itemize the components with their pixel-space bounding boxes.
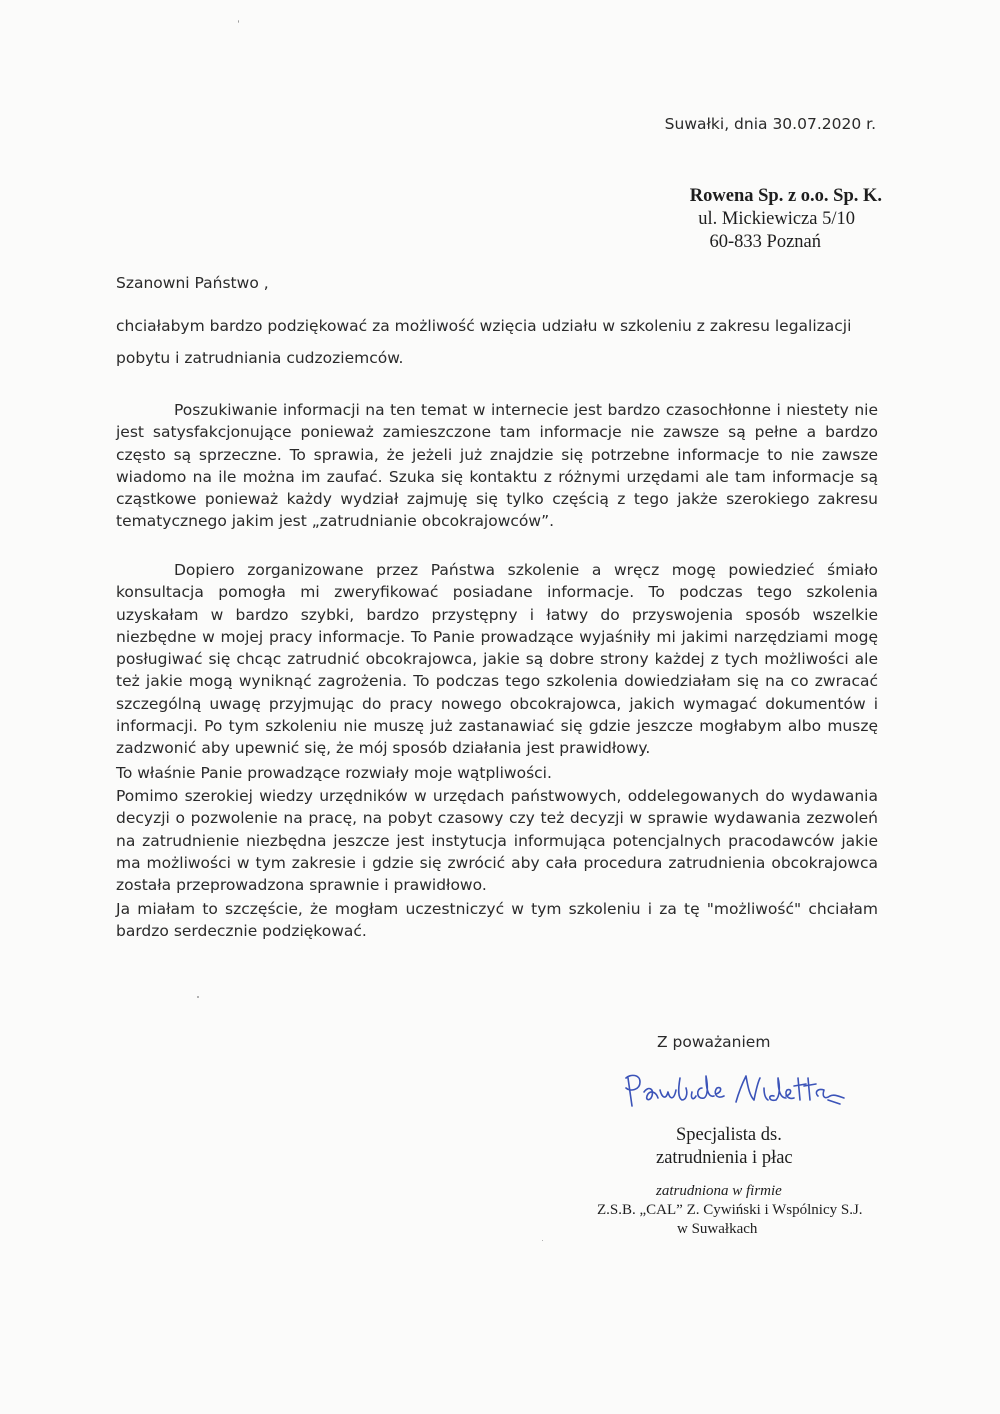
letter-date: Suwałki, dnia 30.07.2020 r. bbox=[664, 115, 876, 133]
scan-speck bbox=[542, 1240, 543, 1241]
scan-speck bbox=[197, 996, 199, 998]
body-paragraph-1-text: Poszukiwanie informacji na ten temat w internecie jest bardzo czasochłonne i niestety nie jest satysfakcjonujące ponieważ zamieszczone tam informacje nie zawsze są pełne a bardzo często są sprzeczne. To sprawia, że jeżeli już znajdzie się potrzebne informacje to nie zawsze wiadomo na ile można im zaufać. Szuka się kontaktu z różnymi urzędami ale tam informacje są cząstkowe ponieważ każdy wydział zajmuję się tylko częścią z tego jakże szerokiego zakresu tematycznego jakim jest „zatrudnianie obcokrajowców”. bbox=[116, 401, 878, 531]
body-paragraph-3: To właśnie Panie prowadzące rozwiały moje wątpliwości. bbox=[116, 764, 552, 782]
scan-speck bbox=[238, 20, 239, 23]
signatory-title bbox=[620, 1124, 830, 1170]
recipient-address bbox=[560, 185, 882, 254]
recipient-city: 60-833 Poznań bbox=[709, 232, 821, 252]
employed-note: zatrudniona w firmie bbox=[656, 1183, 782, 1199]
company-name: Z.S.B. „CAL” Z. Cywiński i Wspólnicy S.J. bbox=[597, 1202, 863, 1218]
body-paragraph-5: Ja miałam to szczęście, że mogłam uczestniczyć w tym szkoleniu i za tę "możliwość" chciałam bardzo serdecznie podziękować. bbox=[116, 900, 878, 941]
closing-phrase: Z poważaniem bbox=[657, 1033, 771, 1051]
body-paragraph-2 bbox=[116, 559, 878, 760]
signatory-title-line-1: Specjalista ds. bbox=[676, 1125, 782, 1145]
company-location: w Suwałkach bbox=[677, 1221, 758, 1237]
signatory-title-line-2: zatrudnienia i płac bbox=[656, 1148, 793, 1168]
body-paragraph-1 bbox=[116, 399, 878, 533]
body-paragraph-4: Pomimo szerokiej wiedzy urzędników w urzędach państwowych, oddelegowanych do wydawania decyzji o pozwolenie na pracę, na pobyt czasowy czy też decyzji w sprawie wydawania zezwoleń na zatrudnienie niezbędna jeszcze jest instytucja informująca potencjalnych pracodawców jakie ma możliwości w tym zakresie i gdzie się zwrócić aby cała procedura zatrudnienia obcokrajowca została przeprowadzona sprawnie i prawidłowo. bbox=[116, 787, 878, 895]
signature-graphic bbox=[618, 1066, 848, 1116]
intro-paragraph: chciałabym bardzo podziękować za możliwość wzięcia udziału w szkoleniu z zakresu legalizacji pobytu i zatrudniania cudzoziemców. bbox=[116, 317, 852, 367]
company-stamp bbox=[560, 1182, 920, 1239]
salutation: Szanowni Państwo , bbox=[116, 274, 269, 292]
recipient-name: Rowena Sp. z o.o. Sp. K. bbox=[689, 186, 882, 206]
body-paragraph-2-text: Dopiero zorganizowane przez Państwa szkolenie a wręcz mogę powiedzieć śmiało konsultacja pomogła mi zweryfikować posiadane informacje. To podczas tego szkolenia uzyskałam w bardzo szybki, bardzo przystępny i łatwy do przyswojenia sposób wszelkie niezbędne w mojej pracy informacje. To Panie prowadzące wyjaśniły mi jakimi narzędziami mogę posługiwać się chcąc zatrudnić obcokrajowca, jakie są dobre strony każdej z tych możliwości ale też jakie mogą wyniknąć zagrożenia. To podczas tego szkolenia dowiedziałam się na co zwracać szczególną uwagę przyjmując do pracy nowego obcokrajowca, jakich wymagać dokumentów i informacji. Po tym szkoleniu nie muszę już zastanawiać się gdzie jeszcze mogłabym albo muszę zadzwonić aby upewnić się, że mój sposób działania jest prawidłowy. bbox=[116, 561, 878, 758]
handwritten-signature bbox=[618, 1066, 848, 1120]
recipient-street: ul. Mickiewicza 5/10 bbox=[698, 209, 855, 229]
